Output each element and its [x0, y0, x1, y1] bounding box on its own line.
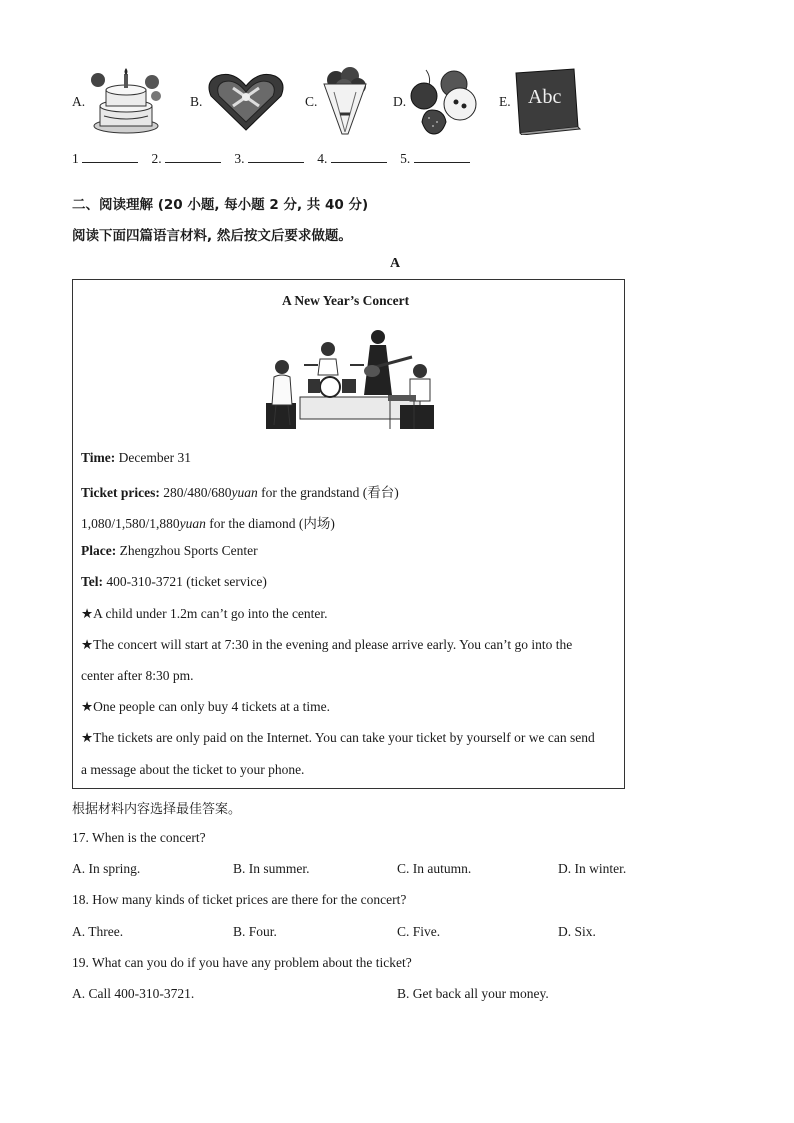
fruits-icon [406, 66, 480, 136]
q18-option-b[interactable]: B. Four. [233, 924, 277, 939]
place-line [81, 543, 258, 559]
blank-number: 3. [234, 151, 245, 166]
birthday-cake-icon [90, 66, 162, 136]
time-label: Time: [81, 450, 116, 465]
answer-blanks-row [72, 150, 480, 167]
diamond-text: for the diamond (内场) [205, 516, 335, 531]
q17-option-c[interactable]: C. In autumn. [397, 861, 472, 876]
q18-option-a[interactable]: A. Three. [72, 924, 124, 939]
option-letter-c: C. [305, 94, 318, 109]
q19-option-a[interactable]: A. Call 400-310-3721. [72, 986, 195, 1001]
tel-label: Tel: [81, 574, 104, 589]
q17-option-d[interactable]: D. In winter. [558, 861, 627, 876]
note-4-line-2: a message about the ticket to your phone. [81, 762, 305, 777]
blank-number: 4. [317, 151, 328, 166]
option-letter-b: B. [190, 94, 203, 109]
section-instruction: 阅读下面四篇语言材料, 然后按文后要求做题。 [72, 228, 352, 244]
note-4-line-1: ★The tickets are only paid on the Internet. You can take your ticket by yourself or we can send [81, 730, 595, 745]
blank-number: 5. [400, 151, 411, 166]
ticket-prices-label: Ticket prices: [81, 485, 160, 500]
answer-blank-2[interactable] [165, 150, 221, 163]
note-2-line-1: ★The concert will start at 7:30 in the evening and please arrive early. You can’t go into the [81, 637, 573, 652]
ticket-prices-line-2 [81, 512, 335, 532]
question-17: 17. When is the concert? [72, 830, 206, 845]
tel-line [81, 574, 267, 590]
tel-value: 400-310-3721 (ticket service) [106, 574, 267, 589]
answer-blank-3[interactable] [248, 150, 304, 163]
question-18: 18. How many kinds of ticket prices are there for the concert? [72, 892, 407, 907]
price-unit: yuan [231, 485, 258, 500]
answer-blank-1[interactable] [82, 150, 138, 163]
blank-number: 2. [151, 151, 162, 166]
grandstand-text: for the grandstand (看台) [257, 485, 399, 500]
diamond-prices: 1,080/1,580/1,880 [81, 516, 180, 531]
grandstand-prices: 280/480/680 [159, 485, 232, 500]
question-19: 19. What can you do if you have any problem about the ticket? [72, 955, 412, 970]
q17-option-a[interactable]: A. In spring. [72, 861, 141, 876]
book-cover-text: Abc [528, 86, 562, 108]
place-label: Place: [81, 543, 117, 558]
blank-number: 1 [72, 151, 79, 166]
note-3: ★One people can only buy 4 tickets at a time. [81, 699, 331, 714]
band-concert-illustration [260, 325, 440, 433]
passage-title: A New Year’s Concert [282, 293, 410, 308]
note-2-line-2: center after 8:30 pm. [81, 668, 194, 683]
section-title: 二、阅读理解 (20 小题, 每小题 2 分, 共 40 分) [72, 197, 369, 213]
note-1: ★A child under 1.2m can’t go into the center. [81, 606, 328, 621]
ticket-prices-line-1 [81, 481, 399, 501]
answer-blank-4[interactable] [331, 150, 387, 163]
answer-blank-5[interactable] [414, 150, 470, 163]
option-letter-a: A. [72, 94, 86, 109]
time-value: December 31 [118, 450, 191, 465]
passage-letter: A [390, 256, 401, 271]
q18-option-c[interactable]: C. Five. [397, 924, 441, 939]
q18-option-d[interactable]: D. Six. [558, 924, 596, 939]
q19-option-b[interactable]: B. Get back all your money. [397, 986, 549, 1001]
place-value: Zhengzhou Sports Center [119, 543, 258, 558]
time-line [81, 450, 191, 466]
price-unit: yuan [179, 516, 206, 531]
option-letter-e: E. [499, 94, 511, 109]
option-letter-d: D. [393, 94, 407, 109]
book-icon [512, 67, 582, 135]
flower-bouquet-icon [318, 66, 372, 138]
heart-gift-box-icon [205, 70, 287, 132]
q17-option-b[interactable]: B. In summer. [233, 861, 310, 876]
questions-instruction: 根据材料内容选择最佳答案。 [72, 802, 242, 817]
